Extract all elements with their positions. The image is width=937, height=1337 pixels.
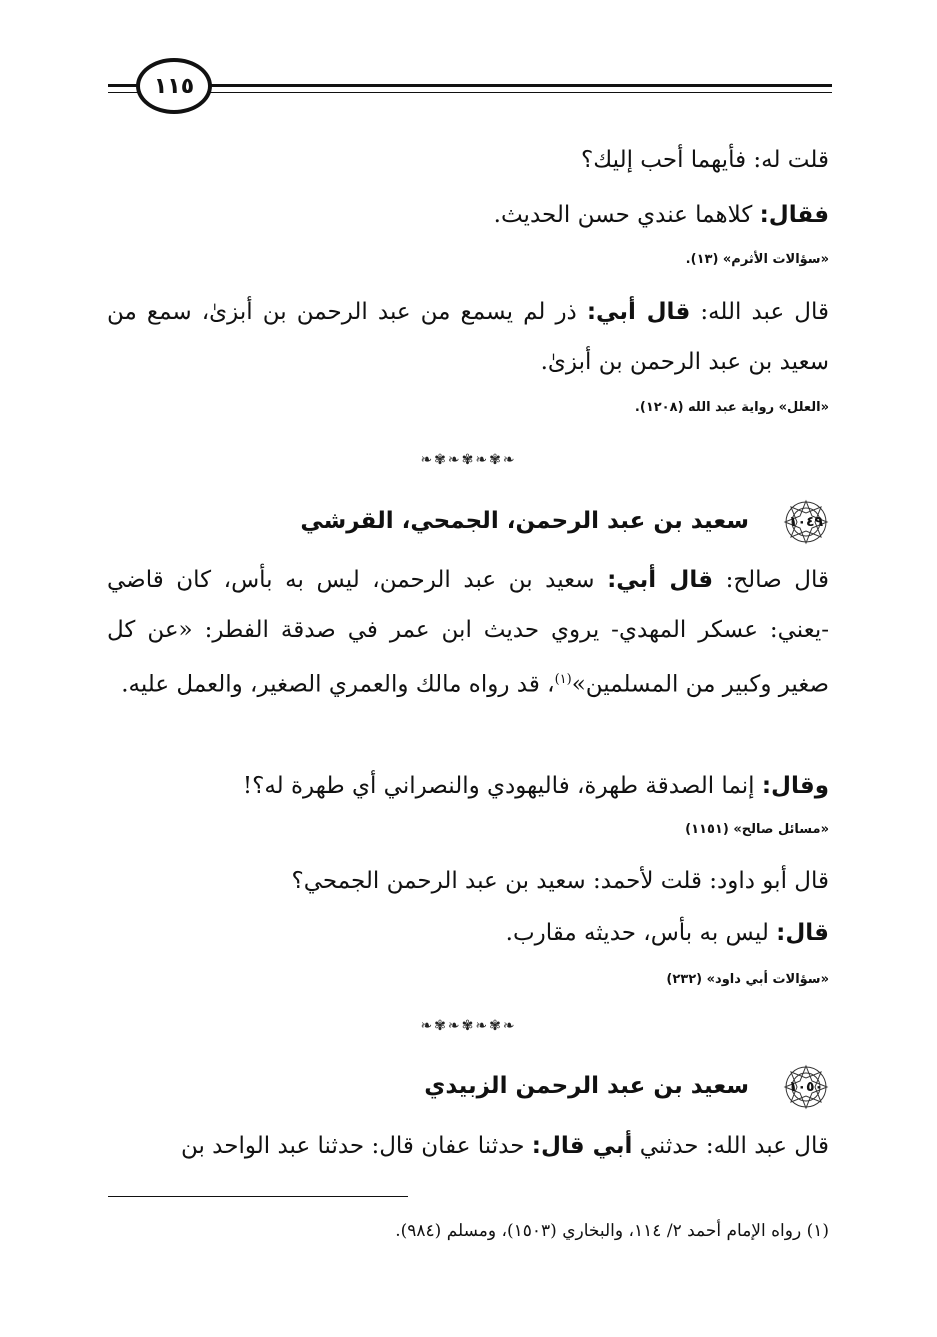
paragraph-qala-answer	[107, 908, 829, 958]
footnote: (١) رواه الإمام أحمد ٢/ ١١٤، والبخاري (١٥٠٣)، ومسلم (٩٨٤).	[395, 1221, 829, 1241]
entry2-p1-text: حدثنا عفان قال: حدثنا عبد الواحد بن	[180, 1133, 532, 1159]
footnote-ref: (١)	[554, 672, 572, 687]
entry-title: سعيد بن عبد الرحمن الزبيدي	[424, 1073, 749, 1099]
paragraph-question	[107, 135, 829, 185]
entry1-p2-text: إنما الصدقة طهرة، فاليهودي والنصراني أي طهرة له؟!	[242, 773, 762, 799]
header-rule-thin	[208, 92, 832, 93]
entry-number: ١٠٥٠	[788, 1078, 824, 1095]
entry2-p1-prefix: قال عبد الله: حدثني	[632, 1133, 829, 1159]
entry-number-emblem	[783, 1064, 829, 1110]
entry-heading	[107, 1063, 829, 1109]
paragraph-answer	[107, 190, 829, 240]
entry-heading	[107, 498, 829, 544]
source-citation: «سؤالات أبي داود» (٢٣٢)	[666, 972, 829, 987]
entry1-p4-text: ليس به بأس، حديثه مقارب.	[505, 920, 777, 946]
footnote-rule	[108, 1196, 408, 1197]
entry-title: سعيد بن عبد الرحمن، الجمحي، القرشي	[300, 508, 749, 534]
answer-text: كلاهما عندي حسن الحديث.	[493, 202, 760, 228]
para3-prefix: قال عبد الله:	[690, 299, 829, 325]
entry1-p4-label: قال:	[776, 920, 829, 946]
entry1-p3: قال أبو داود: قلت لأحمد: سعيد بن عبد الرحمن الجمحي؟	[291, 868, 829, 894]
entry1-p1-label: قال أبي:	[607, 567, 714, 593]
paragraph-abdullah-2	[107, 1121, 829, 1171]
paragraph-qala	[107, 761, 829, 811]
paragraph-abdullah	[107, 287, 829, 387]
header-rule	[208, 84, 832, 87]
paragraph-salih	[107, 555, 829, 710]
answer-label: فقال:	[759, 202, 829, 228]
entry1-p1-text2: ، قد رواه مالك والعمري الصغير، والعمل عليه.	[121, 671, 555, 698]
entry-number: ١٠٤٩	[788, 513, 824, 530]
section-separator: ❧✾❧✾❧✾❧	[420, 452, 517, 468]
section-separator: ❧✾❧✾❧✾❧	[420, 1018, 517, 1034]
entry1-p1-text: سعيد بن عبد الرحمن، ليس به بأس، كان قاضي -يعني: عسكر المهدي- يروي حديث ابن عمر في صدقة الفطر: «عن كل صغير وكبير من المسلمين»	[107, 567, 829, 698]
entry-number-emblem	[783, 499, 829, 545]
entry1-p1-prefix: قال صالح:	[713, 567, 829, 593]
para3-text: ذر لم يسمع من عبد الرحمن بن أبزىٰ، سمع من سعيد بن عبد الرحمن بن أبزىٰ.	[107, 299, 829, 375]
paragraph-abu-dawud	[107, 856, 829, 906]
source-citation: «العلل» رواية عبد الله (١٢٠٨).	[634, 400, 829, 415]
source-citation: «سؤالات الأثرم» (١٣).	[685, 252, 829, 267]
para3-label: قال أبي:	[586, 299, 691, 325]
entry1-p2-label: وقال:	[761, 773, 829, 799]
page-number: ١١٥	[136, 58, 212, 114]
source-citation: «مسائل صالح» (١١٥١)	[685, 822, 829, 837]
header-rule-left-thin	[108, 92, 140, 93]
question-text: قلت له: فأيهما أحب إليك؟	[581, 147, 829, 173]
entry2-p1-label: أبي قال:	[531, 1133, 633, 1159]
